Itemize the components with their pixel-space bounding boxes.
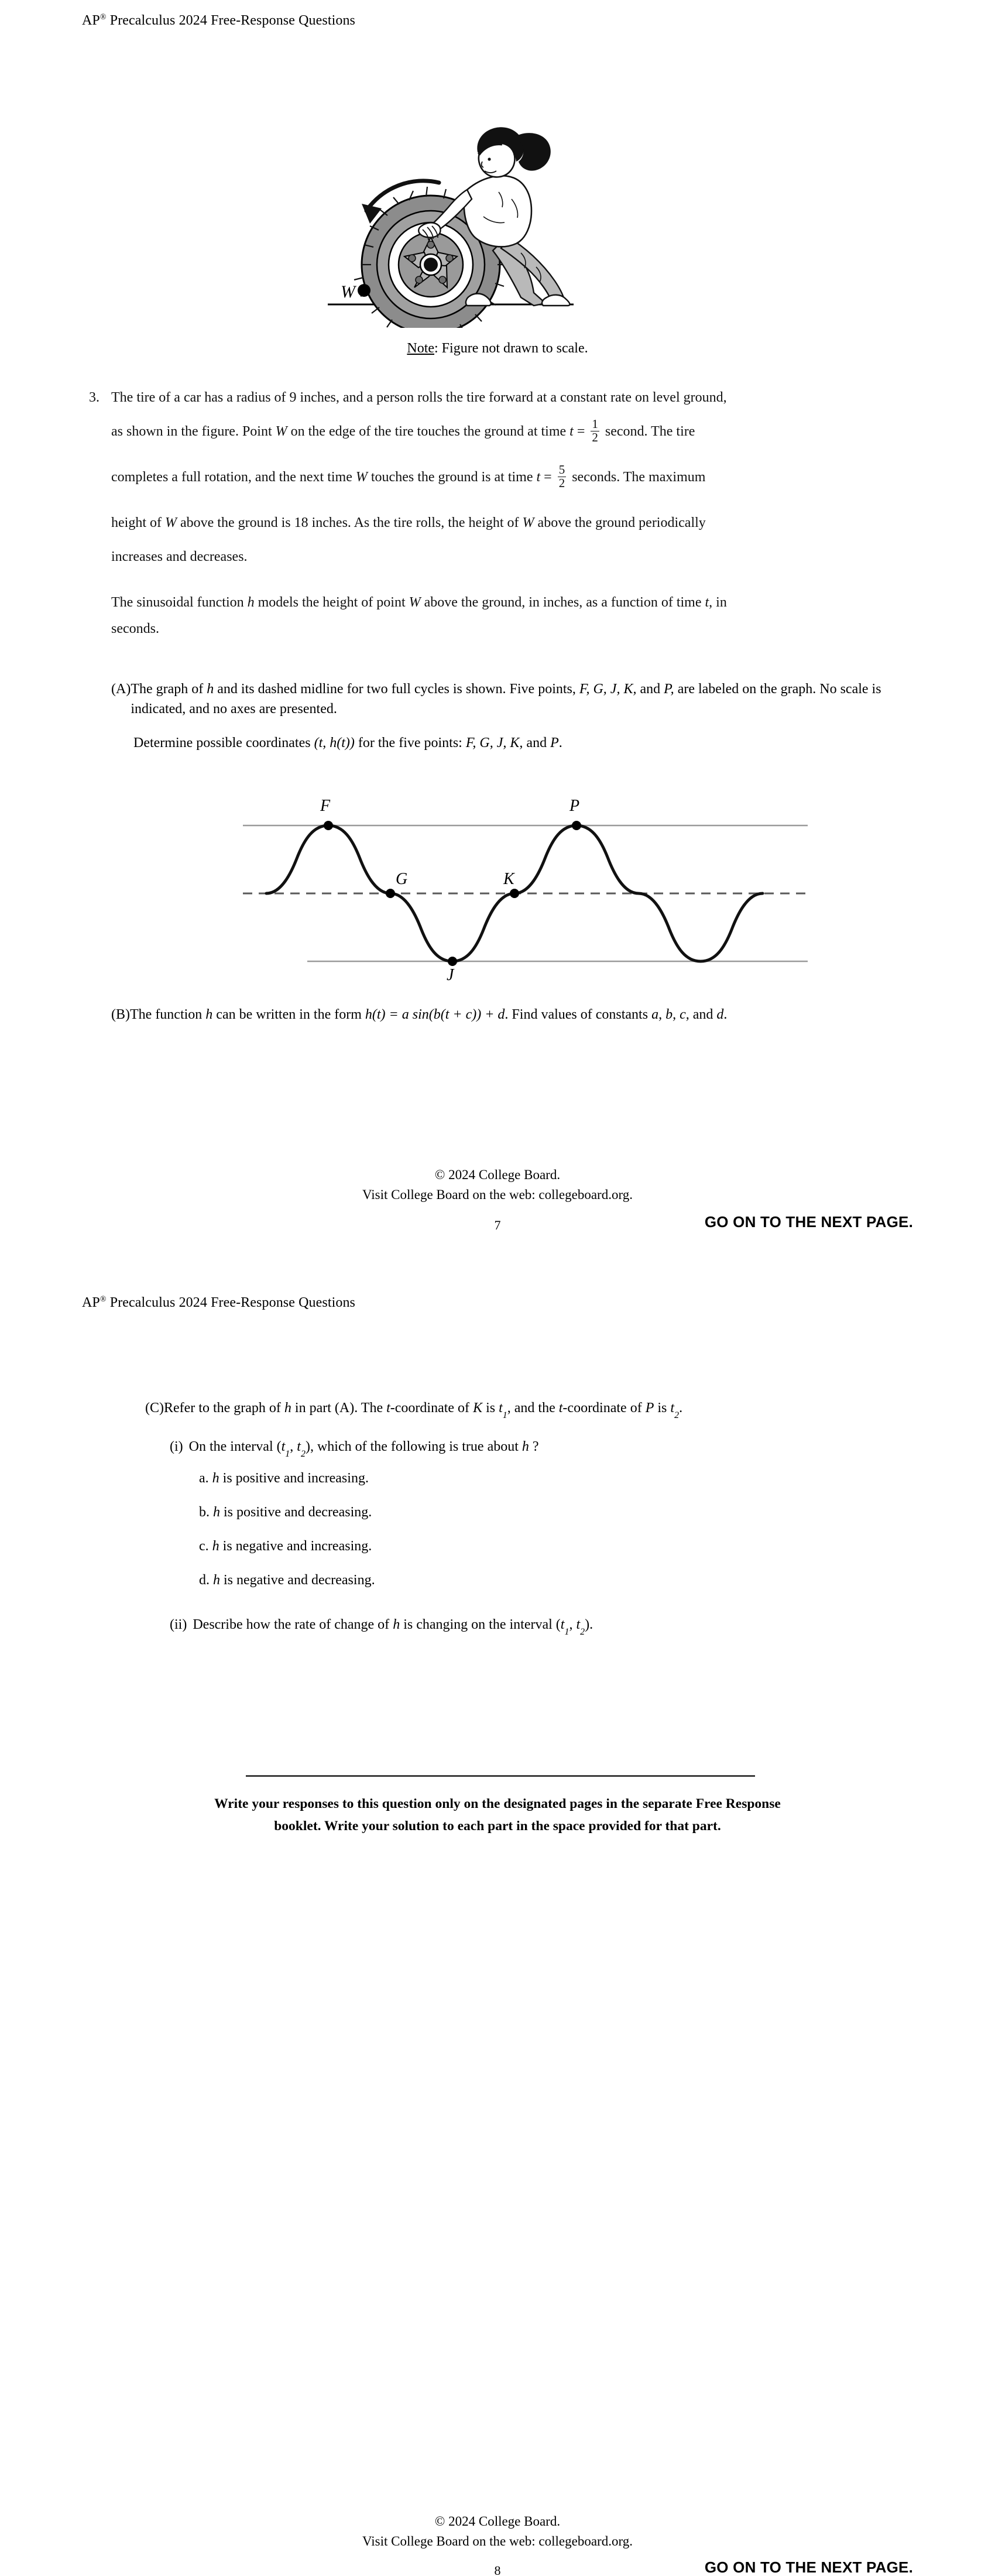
choice-b-text: is positive and decreasing.	[220, 1505, 372, 1520]
question-stem-line-4	[111, 506, 919, 540]
stem-text: models the height of point	[254, 595, 409, 610]
variable-w: W	[409, 595, 421, 610]
part-a-text	[131, 679, 913, 719]
choice-a[interactable]	[199, 1471, 369, 1486]
stem-text: above the ground periodically	[534, 515, 706, 530]
wheel-hub-center	[424, 258, 438, 272]
stem-text: as shown in the figure. Point	[111, 424, 276, 439]
variable-h: h	[207, 681, 214, 697]
part-c-text-c: -coordinate of	[390, 1400, 474, 1416]
part-b-text-2b: .	[723, 1007, 728, 1022]
choice-a-text: is positive and increasing.	[219, 1471, 369, 1486]
point-f-label: F	[320, 797, 331, 815]
point-g-label: G	[396, 870, 408, 888]
item-ii-text-b: is changing on the interval	[400, 1617, 556, 1632]
choice-b[interactable]	[199, 1505, 372, 1520]
variable-w: W	[275, 424, 287, 439]
part-b-text-1b: can be written in the form	[212, 1007, 365, 1022]
registered-mark-icon: ®	[100, 1295, 107, 1304]
part-c-label: (C)	[145, 1400, 164, 1416]
part-a-text-1c: and	[636, 681, 664, 697]
part-c-text-a: Refer to the graph of	[164, 1400, 284, 1416]
choice-d[interactable]	[199, 1573, 375, 1588]
variable-w: W	[522, 515, 534, 530]
sine-graph	[222, 779, 808, 984]
variable-h: h	[212, 1539, 219, 1554]
variable-h: h	[212, 1471, 219, 1486]
part-c-text-d: is	[482, 1400, 499, 1416]
variable-t: t	[705, 595, 709, 610]
stem-text: The tire of a car has a radius of 9 inches, and a person rolls the tire forward at a constant rate on level ground,	[111, 390, 727, 405]
item-i-text-c: ?	[529, 1439, 539, 1454]
variable-t: t	[569, 424, 574, 439]
tire-illustration-svg	[328, 94, 574, 328]
page-header-prefix: AP	[82, 13, 100, 28]
paren-open: (	[555, 1617, 561, 1632]
variable-w: W	[355, 470, 368, 485]
part-a-text-1b: and its dashed midline for two full cycles is shown. Five points,	[214, 681, 579, 697]
subscript-1: 1	[564, 1626, 569, 1637]
part-b-text-2a: and	[692, 1007, 717, 1022]
fraction-one-half	[591, 418, 599, 444]
part-a-prompt-d: .	[558, 735, 562, 751]
response-instructions-line-2: booklet. Write your solution to each part in the space provided for that part.	[274, 1818, 721, 1834]
stem-text: second. The tire	[601, 424, 695, 439]
footer-page-2	[0, 2512, 995, 2551]
constants-list: a, b, c,	[651, 1007, 689, 1022]
part-c-text-b: in part (A). The	[291, 1400, 387, 1416]
question-stem-line-2	[111, 415, 919, 448]
part-a-label: (A)	[111, 681, 131, 697]
choice-d-text: is negative and decreasing.	[220, 1573, 375, 1588]
stem-text: above the ground, in inches, as a function of time	[420, 595, 705, 610]
part-c-item-i	[170, 1437, 919, 1457]
equals-sign: =	[573, 424, 589, 439]
stem-text: seconds.	[111, 621, 159, 636]
item-ii-label: (ii)	[170, 1617, 187, 1632]
response-instructions	[76, 1793, 919, 1837]
variable-t: t	[386, 1400, 390, 1416]
part-a-prompt	[133, 733, 912, 753]
figure-caption-rest: : Figure not drawn to scale.	[434, 341, 588, 356]
point-w-marker	[358, 284, 370, 297]
item-i-label: (i)	[170, 1439, 183, 1454]
constant-d: d	[716, 1007, 724, 1022]
paren-close: )	[585, 1617, 590, 1632]
subscript-2: 2	[580, 1626, 585, 1637]
fraction-five-halves	[558, 464, 567, 490]
item-ii-text	[187, 1615, 919, 1635]
point-g-marker	[386, 889, 395, 898]
part-a	[111, 679, 913, 719]
item-i-text-a: On the interval	[188, 1439, 277, 1454]
variable-t1: t	[560, 1617, 565, 1632]
page-header-rest: Precalculus 2024 Free-Response Questions	[106, 1295, 355, 1310]
subscript-2: 2	[674, 1410, 680, 1420]
coordinate-pair: (t, h(t))	[314, 735, 355, 751]
equals-sign: =	[540, 470, 555, 485]
item-ii-text-a: Describe how the rate of change of	[193, 1617, 393, 1632]
part-b	[111, 1005, 913, 1025]
part-c-text-g: is	[654, 1400, 671, 1416]
part-a-prompt-b: for the five points:	[354, 735, 466, 751]
stem-text: increases and decreases.	[111, 549, 248, 564]
figure-caption-note: Note	[407, 341, 435, 356]
variable-t2: t	[670, 1400, 675, 1416]
variable-h: h	[521, 1439, 529, 1454]
point-label-p: P,	[664, 681, 674, 697]
copyright-line: © 2024 College Board.	[434, 2514, 561, 2529]
variable-h: h	[205, 1007, 213, 1022]
page-header-rest: Precalculus 2024 Free-Response Questions	[106, 13, 355, 28]
point-w-label: W	[341, 282, 355, 302]
choice-c[interactable]	[199, 1539, 372, 1554]
part-b-text-1c: . Find values of constants	[505, 1007, 652, 1022]
sine-graph-svg	[222, 779, 808, 984]
paren-open: (	[276, 1439, 282, 1454]
part-b-text	[130, 1005, 913, 1025]
choice-d-letter: d.	[199, 1573, 210, 1588]
fraction-numerator: 1	[592, 417, 598, 431]
section-divider	[246, 1775, 755, 1777]
question-stem-line-7	[111, 612, 919, 646]
fraction-numerator: 5	[558, 463, 565, 477]
point-labels-list: F, G, J, K,	[465, 735, 523, 751]
variable-t1: t	[499, 1400, 503, 1416]
part-c-text-e: , and the	[507, 1400, 559, 1416]
go-on-notice-2: GO ON TO THE NEXT PAGE.	[704, 2558, 913, 2576]
point-k-label: K	[503, 870, 514, 888]
stem-text: above the ground is 18 inches. As the tire rolls, the height of	[176, 515, 523, 530]
question-stem-line-3	[111, 460, 919, 494]
part-a-text-2: labeled on the graph. No scale is indicated, and no axes are presented.	[131, 681, 881, 717]
variable-t2: t	[297, 1439, 301, 1454]
choice-c-letter: c.	[199, 1539, 209, 1554]
point-labels-list: F, G, J, K,	[579, 681, 637, 697]
page-number-8: 8	[494, 2563, 501, 2576]
fraction-denominator: 2	[558, 475, 565, 490]
subscript-1: 1	[502, 1410, 507, 1420]
variable-h: h	[213, 1573, 220, 1588]
question-stem-line-5	[111, 540, 919, 574]
stem-text: on the edge of the tire touches the ground at time	[287, 424, 570, 439]
part-a-prompt-a: Determine possible coordinates	[133, 735, 314, 751]
point-j-marker	[448, 957, 457, 966]
item-ii-text-c: .	[589, 1617, 593, 1632]
part-c-item-ii	[170, 1615, 919, 1635]
stem-text: completes a full rotation, and the next time	[111, 470, 356, 485]
point-j-label: J	[447, 966, 454, 984]
point-label-p: P	[645, 1400, 654, 1416]
point-f-marker	[324, 821, 333, 830]
part-c-text-end: .	[679, 1400, 683, 1416]
tire-figure	[328, 94, 574, 328]
point-label-k: K	[473, 1400, 483, 1416]
part-b-text-1a: The function	[130, 1007, 206, 1022]
subscript-2: 2	[300, 1448, 306, 1459]
question-stem-line-1	[111, 381, 919, 415]
variable-w: W	[164, 515, 177, 530]
part-a-prompt-c: and	[523, 735, 551, 751]
response-instructions-line-1: Write your responses to this question only on the designated pages in the separate Free Response	[214, 1796, 781, 1811]
stem-text: height of	[111, 515, 165, 530]
choice-c-text: is negative and increasing.	[219, 1539, 372, 1554]
page-header	[82, 13, 355, 29]
variable-h: h	[284, 1400, 291, 1416]
variable-h: h	[213, 1505, 220, 1520]
variable-t: t	[536, 470, 541, 485]
variable-h: h	[393, 1617, 400, 1632]
page-2	[0, 1288, 995, 2576]
variable-t2: t	[576, 1617, 581, 1632]
part-a-text-1d: are	[674, 681, 695, 697]
subscript-1: 1	[285, 1448, 290, 1459]
question-number-label: 3.	[89, 390, 100, 405]
item-i-text-b: , which of the following is true about	[310, 1439, 522, 1454]
paren-close: )	[305, 1439, 310, 1454]
part-c-text	[164, 1398, 918, 1418]
go-on-notice-1: GO ON TO THE NEXT PAGE.	[704, 1213, 913, 1231]
variable-t1: t	[281, 1439, 286, 1454]
sinusoid-formula: h(t) = a sin(b(t + c)) + d	[365, 1007, 505, 1022]
part-b-label: (B)	[111, 1007, 130, 1022]
stem-text: The sinusoidal function	[111, 595, 248, 610]
visit-line: Visit College Board on the web: collegeboard.org.	[362, 2534, 633, 2548]
part-a-prompt-text	[133, 733, 912, 753]
visit-line: Visit College Board on the web: collegeboard.org.	[362, 1187, 633, 1202]
point-p-label: P	[569, 797, 580, 815]
part-c	[145, 1398, 918, 1418]
variable-t: t	[558, 1400, 563, 1416]
choice-b-letter: b.	[199, 1505, 210, 1520]
variable-h: h	[247, 595, 255, 610]
point-p-marker	[572, 821, 581, 830]
page-header-prefix: AP	[82, 1295, 100, 1310]
part-c-text-f: -coordinate of	[562, 1400, 646, 1416]
choice-a-letter: a.	[199, 1471, 209, 1486]
point-k-marker	[510, 889, 519, 898]
page-header-2	[82, 1295, 355, 1311]
point-label-p: P	[550, 735, 559, 751]
comma: ,	[569, 1617, 577, 1632]
stem-text: seconds. The maximum	[568, 470, 706, 485]
footer-page-1	[0, 1165, 995, 1205]
item-i-text	[183, 1437, 919, 1457]
registered-mark-icon: ®	[100, 13, 107, 22]
page-number-7: 7	[494, 1218, 501, 1232]
figure-caption	[0, 341, 995, 357]
fraction-denominator: 2	[592, 430, 598, 444]
copyright-line: © 2024 College Board.	[434, 1167, 561, 1182]
stem-text: , in	[709, 595, 727, 610]
comma: ,	[290, 1439, 297, 1454]
part-a-text-1a: The graph of	[131, 681, 207, 697]
stem-text: touches the ground is at time	[367, 470, 537, 485]
